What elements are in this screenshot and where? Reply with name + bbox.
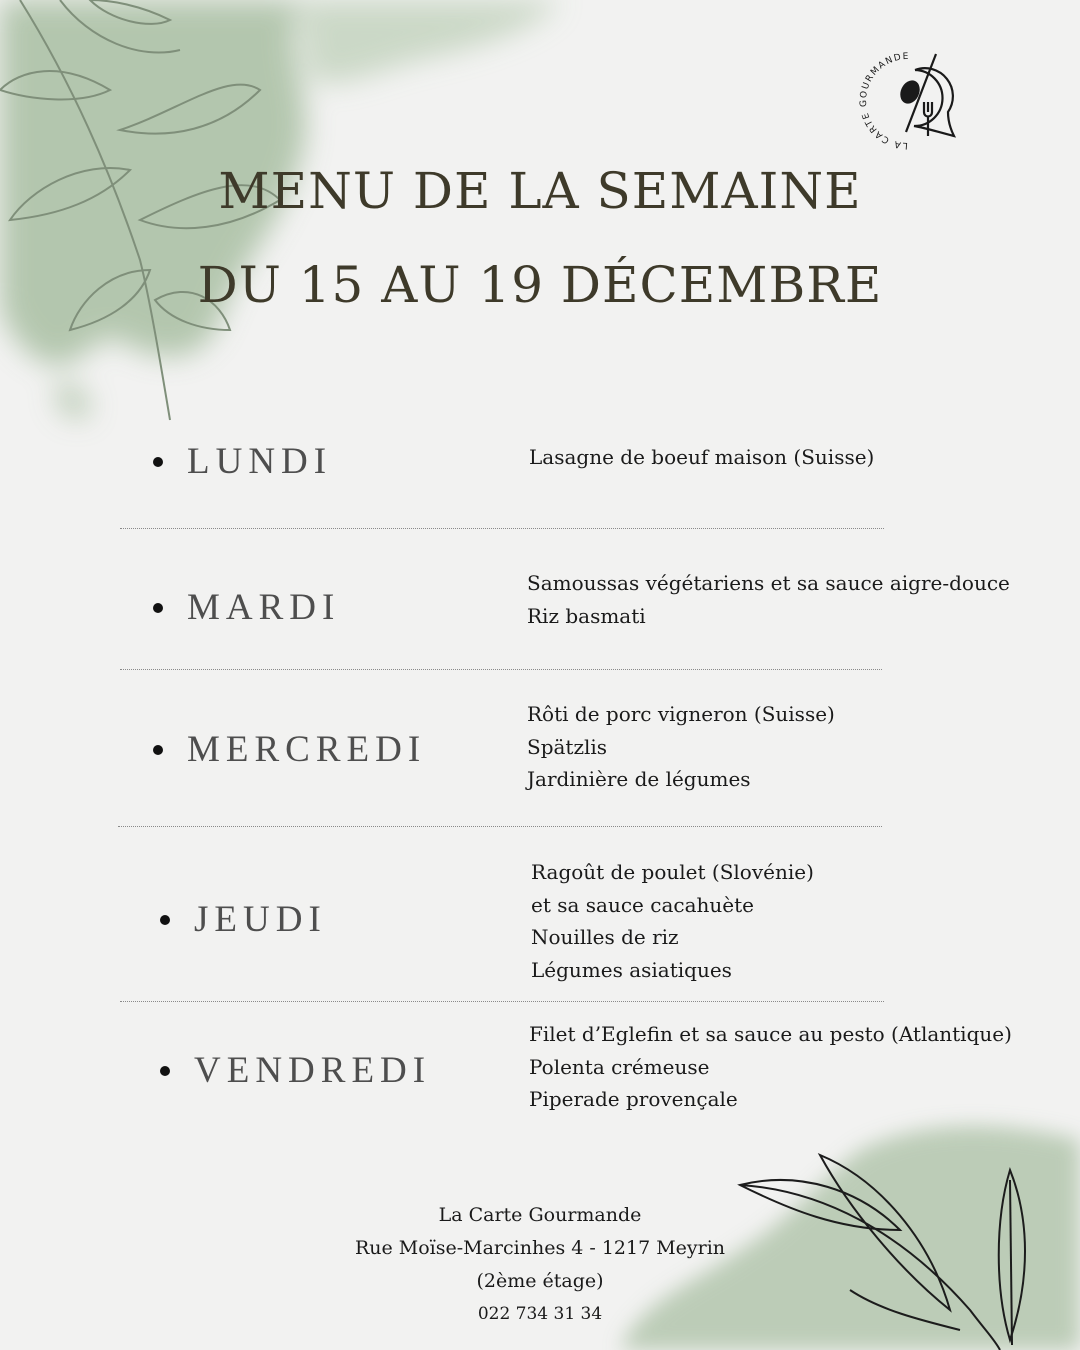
separator <box>118 826 882 827</box>
day-name: VENDREDI <box>194 1050 432 1091</box>
logo <box>858 40 968 160</box>
dish-item: Filet d’Eglefin et sa sauce au pesto (Atlantique) <box>529 1022 1012 1046</box>
dish-item: Nouilles de riz <box>531 925 679 949</box>
restaurant-name: La Carte Gourmande <box>438 1204 642 1226</box>
day-name: MARDI <box>187 587 341 628</box>
day-name: JEUDI <box>194 899 327 940</box>
day-label-jeudi <box>160 898 327 941</box>
bullet-icon <box>160 1066 170 1076</box>
dish-item: Lasagne de boeuf maison (Suisse) <box>529 445 875 469</box>
bullet-icon <box>153 745 163 755</box>
address: Rue Moïse-Marcinhes 4 - 1217 Meyrin <box>354 1237 726 1259</box>
dish-item: Légumes asiatiques <box>531 957 732 982</box>
dish-item: Ragoût de poulet (Slovénie) <box>531 860 814 884</box>
day-name: MERCREDI <box>187 729 427 770</box>
dish-item: Spätzlis <box>527 734 608 759</box>
bullet-icon <box>153 603 163 613</box>
floor: (2ème étage) <box>476 1270 604 1292</box>
dish-item: Rôti de porc vigneron (Suisse) <box>527 702 835 726</box>
separator <box>120 528 884 529</box>
separator <box>120 1001 884 1002</box>
bullet-icon <box>160 915 170 925</box>
dish-list-jeudi <box>531 856 814 986</box>
day-name: LUNDI <box>187 441 333 482</box>
dish-item: Samoussas végétariens et sa sauce aigre-douce <box>527 571 1010 595</box>
footer-contact <box>290 1199 790 1331</box>
dish-list-vendredi <box>529 1018 1012 1116</box>
day-label-vendredi <box>160 1049 431 1092</box>
dish-list-lundi <box>529 441 874 474</box>
phone-number: 022 734 31 34 <box>477 1304 603 1324</box>
dish-item: Polenta crémeuse <box>529 1054 710 1079</box>
dish-list-mardi <box>527 567 1010 632</box>
dish-item: Piperade provençale <box>529 1087 738 1111</box>
fork-spoon-speech-bubble-icon <box>898 54 954 136</box>
dish-item: Riz basmati <box>527 603 646 628</box>
day-label-mercredi <box>153 728 426 771</box>
dish-item: Jardinière de légumes <box>527 767 751 791</box>
page-title-line1: MENU DE LA SEMAINE <box>218 162 862 220</box>
logo-text: LA CARTE GOURMANDE <box>858 51 911 151</box>
dish-list-mercredi <box>527 698 835 796</box>
page-title-line2: DU 15 AU 19 DÉCEMBRE <box>197 256 883 314</box>
day-label-mardi <box>153 586 340 629</box>
dish-item: et sa sauce cacahuète <box>531 892 754 917</box>
day-label-lundi <box>153 440 332 483</box>
separator <box>120 669 882 670</box>
bullet-icon <box>153 457 163 467</box>
